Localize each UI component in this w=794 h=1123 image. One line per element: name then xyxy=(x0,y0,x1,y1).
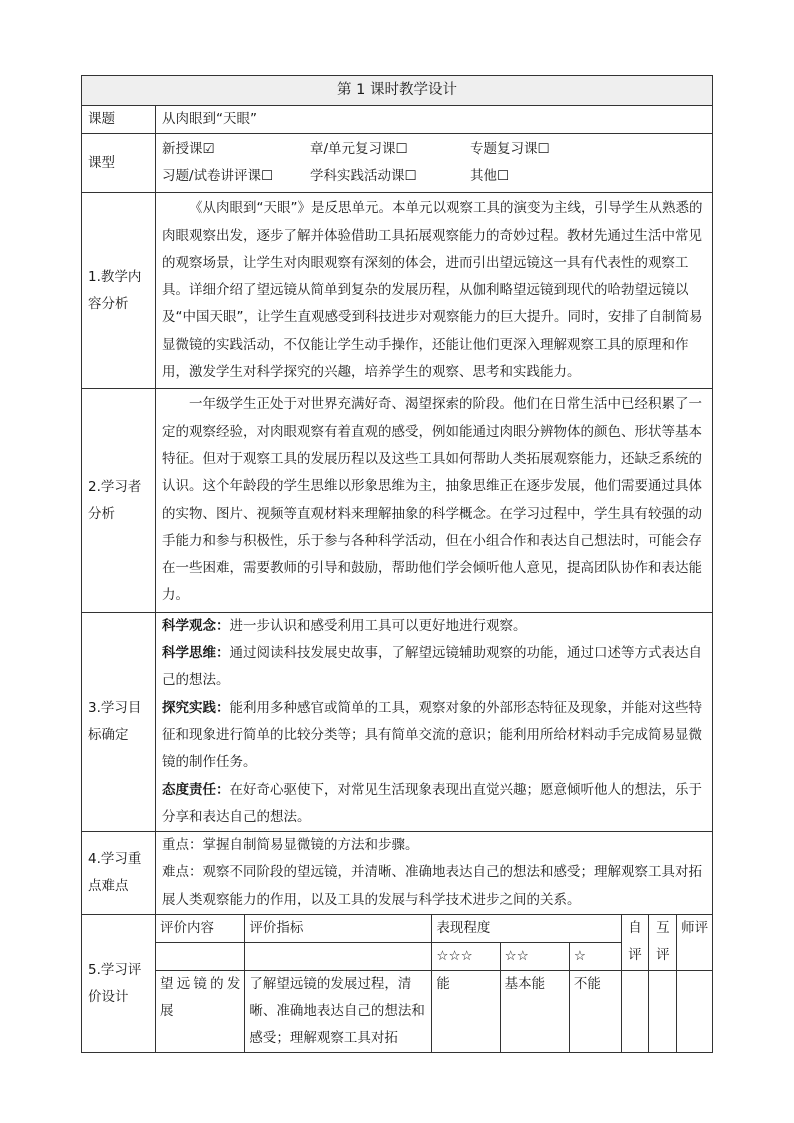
eval-header-content: 评价内容 xyxy=(156,915,245,943)
type-option-unit-review[interactable]: 章/单元复习课☐ xyxy=(310,141,408,158)
lesson-type-options xyxy=(156,134,712,192)
goal-text: 进一步认识和感受利用工具可以更好地进行观察。 xyxy=(229,617,527,634)
key-difficulty xyxy=(156,832,712,914)
lesson-plan-page xyxy=(81,75,713,1053)
learner-analysis-text: 一年级学生正处于对世界充满好奇、渴望探索的阶段。他们在日常生活中已经积累了一定的观察经验，对肉眼观察有着直观的感受，例如能通过肉眼分辨物体的颜色、形状等基本特征。但对于观察工具的发展历程以及这些工具如何帮助人类拓展观察能力，还缺乏系统的认识。这个年龄段的学生思维以形象思维为主，抽象思维正在逐步发展，他们需要通过具体的实物、图片、视频等直观材料来理解抽象的科学概念。在学习过程中，学生具有较强的动手能力和参与积极性，乐于参与各种科学活动，但在小组合作和表达自己想法时，可能会存在一些困难，需要教师的引导和鼓励，帮助他们学会倾听他人意见，提高团队协作和表达能力。 xyxy=(162,396,702,604)
section2-label: 2.学习者分析 xyxy=(88,478,142,522)
eval-header-peer: 互评 xyxy=(649,915,677,971)
goal-concept xyxy=(162,613,706,640)
section3-label: 3.学习目标确定 xyxy=(88,699,142,743)
eval-header-indicator: 评价指标 xyxy=(245,915,432,943)
eval-self-cell[interactable] xyxy=(621,971,649,1053)
section4-label: 4.学习重点难点 xyxy=(88,851,142,895)
eval-header-teacher: 师评 xyxy=(677,915,712,971)
stars-one: ☆ xyxy=(569,943,621,971)
type-option-topic-review[interactable]: 专题复习课☐ xyxy=(470,141,550,158)
key-point-text: 重点：掌握自制简易显微镜的方法和步骤。 xyxy=(162,837,419,854)
eval-peer-cell[interactable] xyxy=(649,971,677,1053)
eval-level-1: 不能 xyxy=(569,971,621,1053)
eval-row-content: 望远镜的发展 xyxy=(156,971,245,1053)
lesson-plan-table xyxy=(81,75,713,1053)
goal-attitude xyxy=(162,777,706,832)
type-option-other[interactable]: 其他☐ xyxy=(470,168,510,185)
goal-text: 通过阅读科技发展史故事，了解望远镜辅助观察的功能，通过口述等方式表达自己的想法。 xyxy=(162,645,702,689)
goal-text: 能利用多种感官或简单的工具，观察对象的外部形态特征及现象，并能对这些特征和现象进行简单的比较分类等；具有简单交流的意识；能利用所给材料动手完成简易显微镜的制作任务。 xyxy=(162,699,702,771)
eval-header-performance: 表现程度 xyxy=(432,915,621,943)
content-analysis-text: 《从肉眼到“天眼”》是反思单元。本单元以观察工具的演变为主线，引导学生从熟悉的肉眼观察出发，逐步了解并体验借助工具拓展观察能力的奇妙过程。教材先通过生活中常见的观察场景，让学生对肉眼观察有深刻的体会，进而引出望远镜这一具有代表性的观察工具。详细介绍了望远镜从简单到复杂的发展历程，从伽利略望远镜到现代的哈勃望远镜以及“中国天眼”，让学生直观感受到科技进步对观察能力的巨大提升。同时，安排了自制简易显微镜的实践活动，不仅能让学生动手操作，还能让他们更深入理解观察工具的原理和作用，激发学生对科学探究的兴趣，培养学生的观察、思考和实践能力。 xyxy=(162,200,703,381)
topic-value: 从肉眼到“天眼” xyxy=(162,111,257,127)
goal-practice xyxy=(162,695,706,777)
eval-header-self: 自评 xyxy=(621,915,649,971)
section1-label: 1.教学内容分析 xyxy=(88,268,142,312)
eval-row-indicator: 了解望远镜的发展过程，清晰、准确地表达自己的想法和感受；理解观察工具对拓 xyxy=(245,971,432,1053)
eval-level-2: 基本能 xyxy=(500,971,569,1053)
eval-level-3: 能 xyxy=(432,971,500,1053)
goal-thinking xyxy=(162,640,706,695)
type-option-practice-activity[interactable]: 学科实践活动课☐ xyxy=(310,168,417,185)
evaluation-table xyxy=(156,915,712,1052)
stars-two: ☆☆ xyxy=(500,943,569,971)
goal-key: 科学思维： xyxy=(162,645,230,662)
topic-label: 课题 xyxy=(88,111,115,128)
goal-text: 在好奇心驱使下，对常见生活现象表现出直觉兴趣；愿意倾听他人的想法，乐于分享和表达自己的想法。 xyxy=(162,781,702,825)
goal-key: 态度责任： xyxy=(162,781,230,798)
document-title: 第 1 课时教学设计 xyxy=(82,76,713,106)
difficulty-text: 难点：观察不同阶段的望远镜，并清晰、准确地表达自己的想法和感受；理解观察工具对拓展人类观察能力的作用，以及工具的发展与科学技术进步之间的关系。 xyxy=(162,864,702,908)
goal-key: 科学观念： xyxy=(162,617,230,634)
section5-label: 5.学习评价设计 xyxy=(88,961,142,1005)
goal-key: 探究实践： xyxy=(162,699,230,716)
eval-teacher-cell[interactable] xyxy=(677,971,712,1053)
stars-three: ☆☆☆ xyxy=(432,943,500,971)
type-option-new[interactable]: 新授课☑ xyxy=(162,141,215,158)
learning-goals xyxy=(156,613,712,831)
type-option-exercise-review[interactable]: 习题/试卷讲评课☐ xyxy=(162,168,274,185)
type-label: 课型 xyxy=(88,154,115,171)
